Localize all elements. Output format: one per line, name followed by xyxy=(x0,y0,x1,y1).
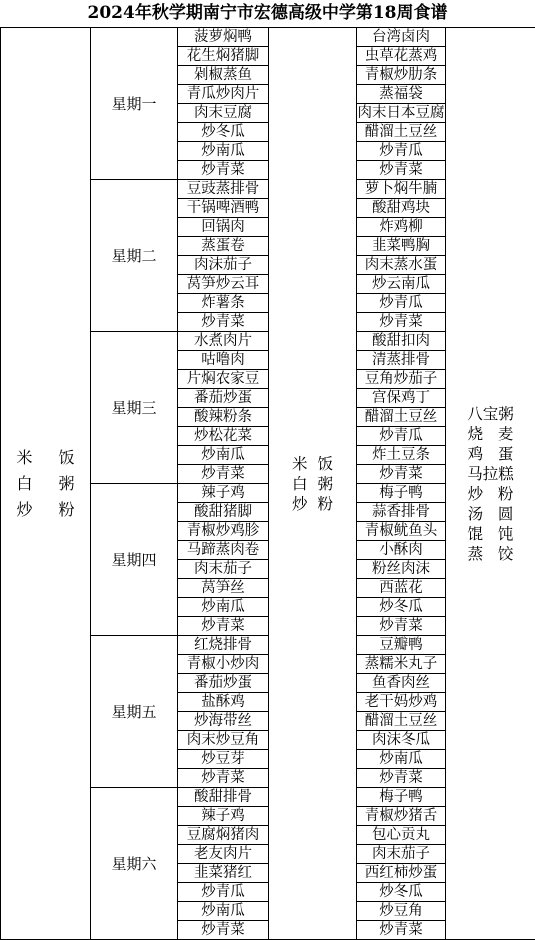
extra-staple-char: 汤 xyxy=(467,504,483,524)
lunch-dish: 炒青菜 xyxy=(178,465,269,484)
lunch-dish: 青瓜炒肉片 xyxy=(178,85,269,104)
left-staple-char: 白 xyxy=(16,473,32,495)
dinner-dish: 宫保鸡丁 xyxy=(357,389,446,408)
dinner-dish: 西红柿炒蛋 xyxy=(357,864,446,883)
lunch-dish: 剁椒蒸鱼 xyxy=(178,66,269,85)
extra-staple-char: 鸡 xyxy=(467,444,483,464)
lunch-dish: 青椒炒鸡胗 xyxy=(178,522,269,541)
left-staple-grid xyxy=(16,447,74,521)
lunch-dish: 干锅啤酒鸭 xyxy=(178,199,269,218)
lunch-dish: 酸甜排骨 xyxy=(178,788,269,807)
weekday-label: 星期六 xyxy=(91,788,178,940)
dinner-dish: 青椒炒猪舌 xyxy=(357,807,446,826)
dinner-dish: 蒸糯米丸子 xyxy=(357,655,446,674)
lunch-dish: 咕噜肉 xyxy=(178,351,269,370)
dinner-dish: 豆瓣鸭 xyxy=(357,636,446,655)
dinner-dish: 炒冬瓜 xyxy=(357,598,446,617)
weekday-label: 星期四 xyxy=(91,484,178,636)
left-staple-char: 炒 xyxy=(16,499,32,521)
dinner-dish: 炒青瓜 xyxy=(357,427,446,446)
dinner-dish: 肉末日本豆腐 xyxy=(357,104,446,123)
lunch-dish: 豆豉蒸排骨 xyxy=(178,180,269,199)
middle-staple-grid xyxy=(292,454,333,514)
extra-staple-char: 炒 xyxy=(467,484,483,504)
weekday-label: 星期三 xyxy=(91,332,178,484)
middle-staple-char: 炒 xyxy=(292,494,308,514)
middle-staple-char: 粉 xyxy=(318,494,334,514)
lunch-dish: 片焖农家豆 xyxy=(178,370,269,389)
extra-staple-char: 蒸 xyxy=(467,544,483,564)
dinner-dish: 醋溜土豆丝 xyxy=(357,123,446,142)
lunch-dish: 酸辣粉条 xyxy=(178,408,269,427)
dinner-dish: 台湾卤肉 xyxy=(357,28,446,47)
lunch-dish: 花生焖猪脚 xyxy=(178,47,269,66)
lunch-dish: 肉沫茄子 xyxy=(178,256,269,275)
middle-staple-cell xyxy=(269,28,357,940)
lunch-dish: 肉末茄子 xyxy=(178,560,269,579)
extra-staple-item: 八宝粥 xyxy=(467,404,514,424)
weekday-label: 星期二 xyxy=(91,180,178,332)
dinner-dish: 炒青瓜 xyxy=(357,142,446,161)
lunch-dish: 莴笋丝 xyxy=(178,579,269,598)
dinner-dish: 肉末茄子 xyxy=(357,845,446,864)
lunch-dish: 红烧排骨 xyxy=(178,636,269,655)
lunch-dish: 炒青瓜 xyxy=(178,883,269,902)
extra-staple-char: 粉 xyxy=(497,484,513,504)
weekday-label: 星期五 xyxy=(91,636,178,788)
left-staple-char: 饭 xyxy=(59,447,75,469)
dinner-dish: 梅子鸭 xyxy=(357,484,446,503)
dinner-dish: 蒜香排骨 xyxy=(357,503,446,522)
dinner-dish: 醋溜土豆丝 xyxy=(357,408,446,427)
lunch-dish: 回锅肉 xyxy=(178,218,269,237)
lunch-dish: 炒南瓜 xyxy=(178,446,269,465)
dinner-dish: 清蒸排骨 xyxy=(357,351,446,370)
dinner-dish: 肉沫冬瓜 xyxy=(357,731,446,750)
dinner-dish: 西蓝花 xyxy=(357,579,446,598)
extra-staple-char: 蛋 xyxy=(497,444,513,464)
lunch-dish: 炒海带丝 xyxy=(178,712,269,731)
dinner-dish: 炒青菜 xyxy=(357,617,446,636)
extra-staple-char: 麦 xyxy=(497,424,513,444)
lunch-dish: 番茄炒蛋 xyxy=(178,674,269,693)
dinner-dish: 蒸福袋 xyxy=(357,85,446,104)
left-staple-char: 米 xyxy=(16,447,32,469)
extra-staple-char: 饺 xyxy=(497,544,513,564)
lunch-dish: 马蹄蒸肉卷 xyxy=(178,541,269,560)
dinner-dish: 酸甜鸡块 xyxy=(357,199,446,218)
lunch-dish: 豆腐焖猪肉 xyxy=(178,826,269,845)
lunch-dish: 番茄炒蛋 xyxy=(178,389,269,408)
lunch-dish: 肉末豆腐 xyxy=(178,104,269,123)
left-staple-char: 粉 xyxy=(59,499,75,521)
middle-staple-char: 白 xyxy=(292,474,308,494)
lunch-dish: 水煮肉片 xyxy=(178,332,269,351)
lunch-dish: 炒青菜 xyxy=(178,921,269,940)
lunch-dish: 青椒小炒肉 xyxy=(178,655,269,674)
lunch-dish: 炒青菜 xyxy=(178,769,269,788)
dinner-dish: 韭菜鸭胸 xyxy=(357,237,446,256)
dinner-dish: 炒青菜 xyxy=(357,313,446,332)
dinner-dish: 炒南瓜 xyxy=(357,750,446,769)
lunch-dish: 辣子鸡 xyxy=(178,807,269,826)
extra-staple-char: 烧 xyxy=(467,424,483,444)
extra-staple-cell xyxy=(446,28,535,940)
lunch-dish: 盐酥鸡 xyxy=(178,693,269,712)
weekday-label: 星期一 xyxy=(91,28,178,180)
lunch-dish: 炒冬瓜 xyxy=(178,123,269,142)
dinner-dish: 青椒鱿鱼头 xyxy=(357,522,446,541)
lunch-dish: 菠萝焖鸭 xyxy=(178,28,269,47)
middle-staple-char: 粥 xyxy=(318,474,334,494)
dinner-dish: 炒青菜 xyxy=(357,465,446,484)
middle-staple-char: 饭 xyxy=(318,454,334,474)
lunch-dish: 辣子鸡 xyxy=(178,484,269,503)
middle-staple-char: 米 xyxy=(292,454,308,474)
dinner-dish: 炸土豆条 xyxy=(357,446,446,465)
dinner-dish: 炒豆角 xyxy=(357,902,446,921)
extra-staple-char: 馄 xyxy=(467,524,483,544)
lunch-dish: 酸甜猪脚 xyxy=(178,503,269,522)
lunch-dish: 老友肉片 xyxy=(178,845,269,864)
lunch-dish: 炒青菜 xyxy=(178,617,269,636)
dinner-dish: 醋溜土豆丝 xyxy=(357,712,446,731)
dinner-dish: 炸鸡柳 xyxy=(357,218,446,237)
left-staple-cell xyxy=(1,28,91,940)
dinner-dish: 青椒炒肋条 xyxy=(357,66,446,85)
dinner-dish: 豆角炒茄子 xyxy=(357,370,446,389)
dinner-dish: 虫草花蒸鸡 xyxy=(357,47,446,66)
dinner-dish: 包心贡丸 xyxy=(357,826,446,845)
menu-table xyxy=(0,27,535,940)
dinner-dish: 小酥肉 xyxy=(357,541,446,560)
lunch-dish: 蒸蛋卷 xyxy=(178,237,269,256)
dinner-dish: 炒云南瓜 xyxy=(357,275,446,294)
lunch-dish: 炒青菜 xyxy=(178,161,269,180)
left-staple-char: 粥 xyxy=(59,473,75,495)
extra-staple-grid xyxy=(467,404,514,564)
extra-staple-item: 马拉糕 xyxy=(467,464,514,484)
dinner-dish: 炒冬瓜 xyxy=(357,883,446,902)
lunch-dish: 韭菜猪红 xyxy=(178,864,269,883)
dinner-dish: 炒青瓜 xyxy=(357,294,446,313)
lunch-dish: 炒松花菜 xyxy=(178,427,269,446)
extra-staple-char: 饨 xyxy=(497,524,513,544)
dinner-dish: 老干妈炒鸡 xyxy=(357,693,446,712)
lunch-dish: 炒南瓜 xyxy=(178,902,269,921)
lunch-dish: 炒南瓜 xyxy=(178,142,269,161)
lunch-dish: 肉末炒豆角 xyxy=(178,731,269,750)
dinner-dish: 梅子鸭 xyxy=(357,788,446,807)
dinner-dish: 炒青菜 xyxy=(357,161,446,180)
dinner-dish: 炒青菜 xyxy=(357,921,446,940)
menu-title: 2024年秋学期南宁市宏德高级中学第18周食谱 xyxy=(0,0,535,27)
menu-row xyxy=(1,28,535,47)
lunch-dish: 炒豆芽 xyxy=(178,750,269,769)
dinner-dish: 鱼香肉丝 xyxy=(357,674,446,693)
dinner-dish: 粉丝肉沫 xyxy=(357,560,446,579)
dinner-dish: 萝卜焖牛腩 xyxy=(357,180,446,199)
dinner-dish: 酸甜扣肉 xyxy=(357,332,446,351)
lunch-dish: 炒南瓜 xyxy=(178,598,269,617)
lunch-dish: 炸薯条 xyxy=(178,294,269,313)
extra-staple-char: 圆 xyxy=(497,504,513,524)
dinner-dish: 肉末蒸水蛋 xyxy=(357,256,446,275)
lunch-dish: 莴笋炒云耳 xyxy=(178,275,269,294)
lunch-dish: 炒青菜 xyxy=(178,313,269,332)
dinner-dish: 炒青菜 xyxy=(357,769,446,788)
